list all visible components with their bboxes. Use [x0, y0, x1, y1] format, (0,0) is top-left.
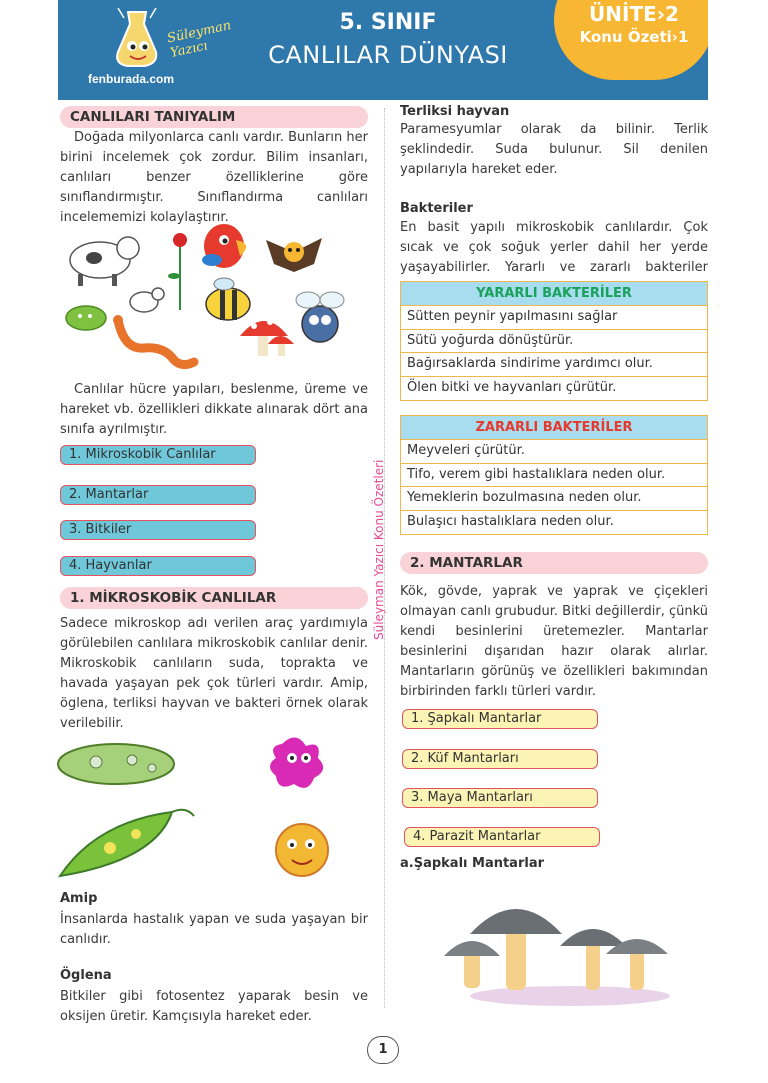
rose-icon	[168, 233, 187, 310]
group-item-fungi: 2. Mantarlar	[60, 485, 256, 505]
grade-label: 5. SINIF	[339, 10, 437, 35]
cow-icon	[70, 237, 139, 286]
summary-label: Konu Özeti›1	[579, 28, 689, 46]
mushroom-icon	[606, 939, 668, 990]
intro-paragraph: Doğada milyonlarca canlı vardır. Bunların her birini incelemek çok zordur. Bilim insanları, canlıları benzer özelliklerine göre sınıflandırmıştır. Sınıflandırma canlıları incelememizi kolaylaştırır.	[60, 130, 368, 225]
unit-badge	[554, 0, 708, 80]
table-row: Ölen bitki ve hayvanları çürütür.	[407, 379, 617, 395]
fly-icon	[296, 292, 344, 342]
paramecium-icon	[58, 744, 174, 784]
table-header-harmful: ZARARLI BAKTERİLER	[401, 416, 707, 440]
group-item-animals: 4. Hayvanlar	[60, 556, 256, 576]
fungi-paragraph: Kök, gövde, yaprak ve yaprak ve çiçekleri olmayan canlı grubudur. Bitki değillerdir, çünkü kendi besinlerini üretemezler. Mantarlar besinlerini dışarıdan hazır olarak alırlar. Mantarların görünüş ve özellikleri bakımından birbirinden farklı türleri vardır.	[400, 584, 708, 699]
useful-bacteria-table	[400, 281, 708, 401]
terliksi-title: Terliksi hayvan	[400, 104, 510, 119]
table-row: Meyveleri çürütür.	[401, 440, 707, 464]
microorganisms-illustration	[56, 730, 376, 890]
sapkali-title: a.Şapkalı Mantarlar	[400, 856, 545, 871]
fungi-type-mold: 2. Küf Mantarları	[402, 749, 598, 769]
oglena-paragraph: Bitkiler gibi fotosentez yaparak besin ve oksijen üretir. Kamçısıyla hareket eder.	[60, 989, 368, 1024]
fungi-type-yeast: 3. Maya Mantarları	[402, 788, 598, 808]
mushroom-icon	[560, 929, 626, 990]
fungi-type-parasite: 4. Parazit Mantarlar	[404, 827, 600, 847]
parrot-icon	[202, 224, 246, 268]
mushroom-icon	[444, 941, 500, 988]
bat-icon	[266, 238, 322, 272]
group-item-microscopic: 1. Mikroskobik Canlılar	[60, 445, 256, 465]
worm-icon	[113, 315, 194, 365]
site-name: fenburada.com	[88, 72, 175, 86]
mushrooms-illustration	[440, 890, 700, 1010]
table-row: Tifo, verem gibi hastalıklara neden olur.	[401, 464, 707, 488]
logo	[88, 4, 258, 96]
caterpillar-icon	[66, 306, 106, 330]
oglena-title: Öglena	[60, 968, 112, 983]
group-item-plants: 3. Bitkiler	[60, 520, 256, 540]
table-row: Sütten peynir yapılmasını sağlar	[401, 306, 707, 330]
microscopic-paragraph: Sadece mikroskop adı verilen araç yardımıyla görülebilen canlılara mikroskobik canlılar denir. Mikroskobik canlıların suda, toprakta ve havada yaşayan pek çok türleri vardır. Amip, öglena, terliksi hayvan ve bakteri örnek olarak verilebilir.	[60, 616, 368, 731]
section-heading-fungi: 2. MANTARLAR	[400, 552, 708, 574]
table-row: Sütü yoğurda dönüştürür.	[401, 330, 707, 354]
fungi-type-cap: 1. Şapkalı Mantarlar	[402, 709, 598, 729]
classification-paragraph: Canlılar hücre yapıları, beslenme, üreme ve hareket vb. özellikleri dikkate alınarak dört ana sınıfa ayrılmıştır.	[60, 382, 368, 437]
euglena-icon	[60, 810, 194, 876]
bee-icon	[206, 278, 250, 320]
amoeba-icon	[270, 737, 323, 787]
header-banner	[58, 0, 708, 100]
section-heading-microscopic: 1. MİKROSKOBİK CANLILAR	[60, 587, 368, 609]
harmful-bacteria-table	[400, 415, 708, 535]
calf-icon	[130, 288, 164, 312]
unit-label: ÜNİTE›2	[589, 2, 679, 26]
table-row: Bağırsaklarda sindirime yardımcı olur.	[401, 353, 707, 377]
amip-title: Amip	[60, 891, 98, 906]
topic-title: CANLILAR DÜNYASI	[268, 41, 508, 69]
page-number: 1	[367, 1036, 399, 1064]
mushroom-icon	[240, 319, 294, 356]
side-label: Süleyman Yazıcı Konu Özetleri	[372, 459, 386, 640]
page-title	[248, 8, 528, 72]
bakteri-title: Bakteriler	[400, 201, 473, 216]
author-script: Süleyman Yazıcı	[165, 18, 233, 62]
bakteri-paragraph: En basit yapılı mikroskobik canlılardır. Çok sıcak ve çok soğuk yerler dahil her yerde yaşayabilirler. Yararlı ve zararlı bakteriler	[400, 220, 708, 275]
amip-paragraph: İnsanlarda hastalık yapan ve suda yaşayan bir canlıdır.	[60, 912, 368, 947]
table-row: Bulaşıcı hastalıklara neden olur.	[407, 513, 614, 529]
bacteria-icon	[276, 824, 328, 876]
section-heading-intro: CANLILARI TANIYALIM	[60, 106, 368, 128]
table-header-useful: YARARLI BAKTERİLER	[401, 282, 707, 306]
animals-illustration	[64, 220, 364, 370]
table-row: Yemeklerin bozulmasına neden olur.	[401, 487, 707, 511]
terliksi-paragraph: Paramesyumlar olarak da bilinir. Terlik şeklindedir. Suda bulunur. Sil denilen yapılarıyla hareket eder.	[400, 122, 708, 177]
